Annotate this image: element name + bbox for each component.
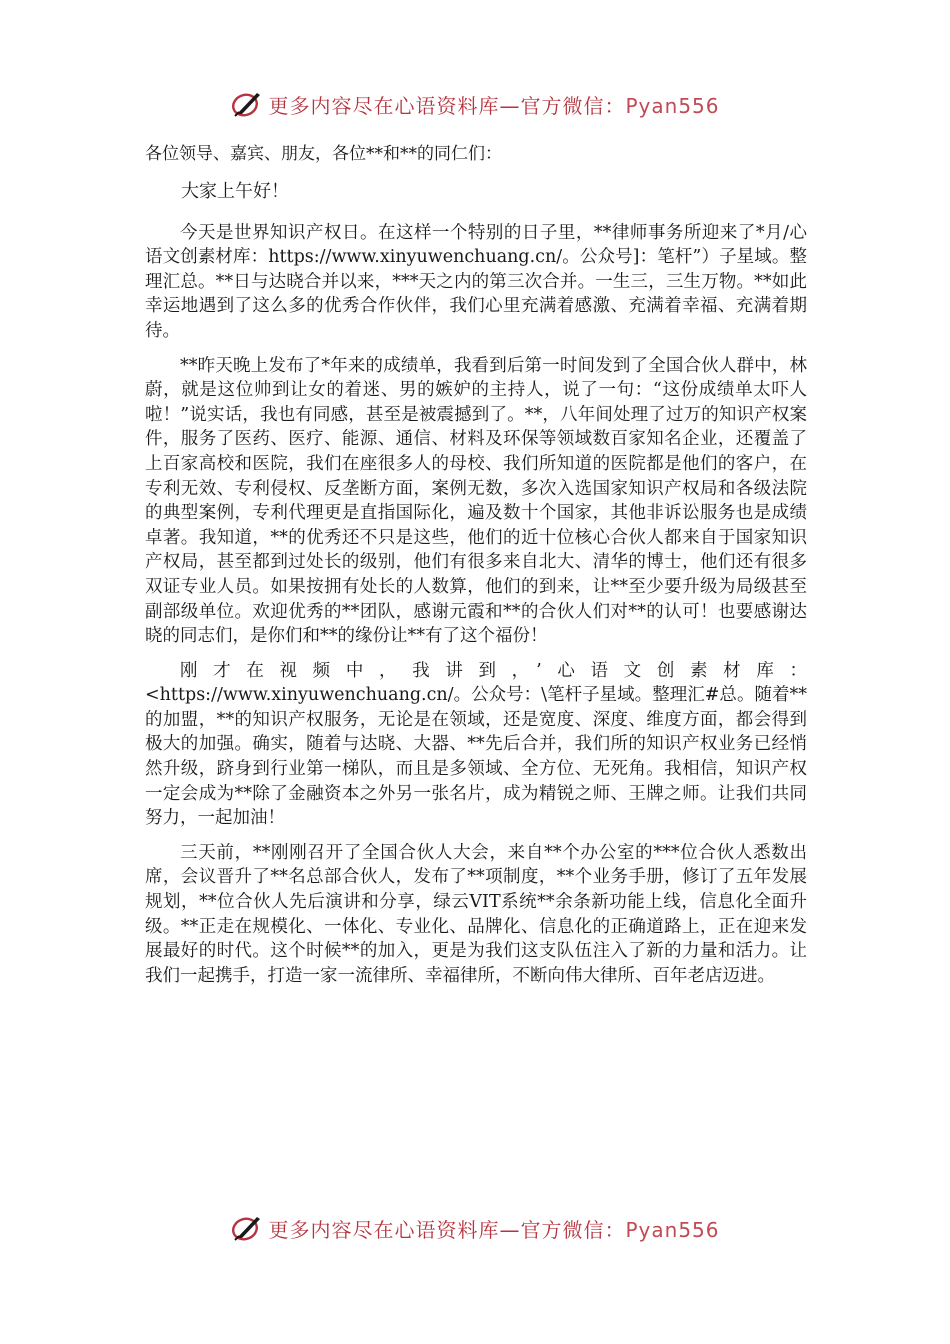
paragraph: **昨天晚上发布了*年来的成绩单，我看到后第一时间发到了全国合伙人群中，林蔚，就是这位帅到让女的着迷、男的嫉妒的主持人，说了一句：“这份成绩单太吓人啦！”说实话，我也有同感，甚至是被震撼到了。**，八年间处理了过万的知识产权案件，服务了医药、医疗、能源、通信、材料及环保等领域数百家知名企业，还覆盖了上百家高校和医院，我们在座很多人的母校、我们所知道的医院都是他们的客户，在专利无效、专利侵权、反垄断方面，案例无数，多次入选国家知识产权局和各级法院的典型案例，专利代理更是直指国际化，遍及数十个国家，其他非诉讼服务也是成绩卓著。我知道，**的优秀还不只是这些，他们的近十位核心合伙人都来自于国家知识产权局，甚至都到过处长的级别，他们有很多来自北大、清华的博士，他们还有很多双证专业人员。如果按拥有处长的人数算，他们的到来，让**至少要升级为局级甚至副部级单位。欢迎优秀的**团队，感谢元霞和**的合伙人们对**的认可！也要感谢达晓的同志们，是你们和**的缘份让**有了这个福份！ (145, 355, 807, 647)
quill-logo-icon (230, 1211, 264, 1245)
salutation: 各位领导、嘉宾、朋友，各位**和**的同仁们： (145, 144, 502, 164)
banner-text: 更多内容尽在心语资料库—官方微信：Pyan556 (268, 1217, 720, 1242)
wechat-id: Pyan556 (625, 1217, 720, 1242)
wechat-id: Pyan556 (625, 93, 720, 118)
paragraph: 刚才在视频中，我讲到，’心语文创素材库：<https://www.xinyuwenchuang.cn/。公众号：\笔杆子星域。整理汇#总。随着**的加盟，**的知识产权服务，无论是在领域，还是宽度、深度、维度方面，都会得到极大的加强。确实，随着与达晓、大器、**先后合并，我们所的知识产权业务已经悄然升级，跻身到行业第一梯队，而且是多领域、全方位、无死角。我相信，知识产权一定会成为**除了金融资本之外另一张名片，成为精锐之师、王牌之师。让我们共同努力，一起加油！ (145, 660, 807, 829)
footer-banner (0, 1208, 950, 1248)
paragraph: 今天是世界知识产权日。在这样一个特别的日子里，**律师事务所迎来了*月/心语文创素材库：https://www.xinyuwenchuang.cn/。公众号]：笔杆”）子星域。整理汇总。**日与达晓合并以来，***天之内的第三次合并。一生三，三生万物。**如此幸运地遇到了这么多的优秀合作伙伴，我们心里充满着感激、充满着幸福、充满着期待。 (145, 222, 807, 341)
paragraph-hello: 大家上午好！ (181, 181, 289, 202)
document-body (145, 142, 807, 998)
paragraph: 三天前，**刚刚召开了全国合伙人大会，来自**个办公室的***位合伙人悉数出席，会议晋升了**名总部合伙人，发布了**项制度，**个业务手册，修订了五年发展规划，**位合伙人先后演讲和分享，绿云VIT系统**余条新功能上线，信息化全面升级。**正走在规模化、一体化、专业化、品牌化、信息化的正确道路上，正在迎来发展最好的时代。这个时候**的加入，更是为我们这支队伍注入了新的力量和活力。让我们一起携手，打造一家一流律所、幸福律所，不断向伟大律所、百年老店迈进。 (145, 842, 807, 986)
quill-logo-icon (230, 87, 264, 121)
header-banner (0, 84, 950, 124)
banner-text: 更多内容尽在心语资料库—官方微信：Pyan556 (268, 93, 720, 118)
